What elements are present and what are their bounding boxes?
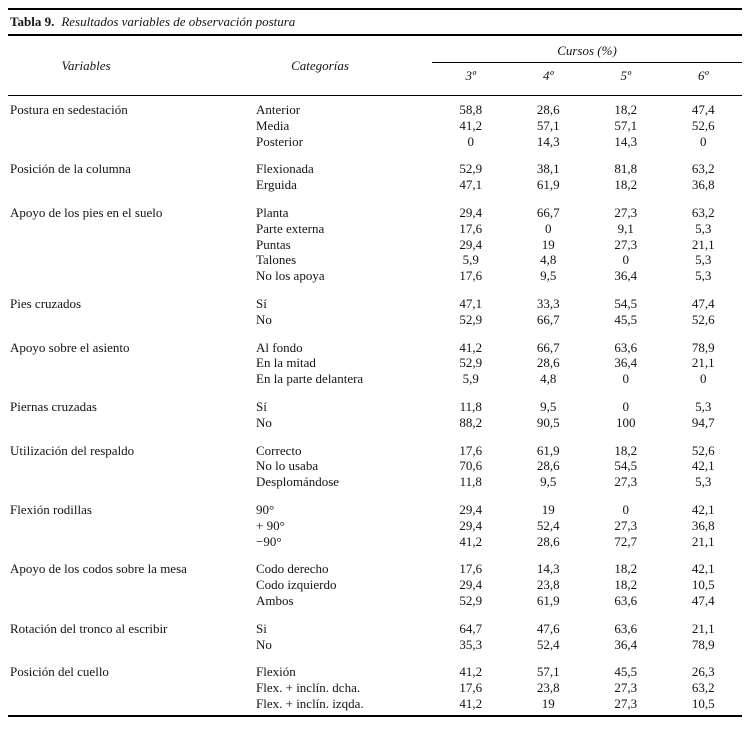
category-cell: Planta — [256, 204, 289, 220]
value-cell: 0 — [467, 133, 474, 149]
table-row — [8, 399, 742, 415]
value-cell: 5,9 — [462, 371, 479, 387]
table-row — [8, 371, 742, 387]
value-cell: 29,4 — [459, 501, 483, 517]
variable-cell: Apoyo sobre el asiento — [10, 339, 130, 355]
course-columns-row — [432, 63, 742, 95]
category-cell: Si — [256, 620, 267, 636]
course-column-header: 5º — [620, 68, 632, 83]
value-cell: 27,3 — [614, 236, 638, 252]
category-cell: Media — [256, 117, 290, 133]
value-cell: 41,2 — [459, 664, 483, 680]
value-cell: 5,3 — [695, 220, 712, 236]
variable-cell: Posición del cuello — [10, 664, 109, 680]
value-cell: 42,1 — [691, 561, 715, 577]
value-cell: 45,5 — [614, 311, 638, 327]
category-cell: Talones — [256, 252, 297, 268]
variable-cell — [8, 221, 254, 237]
variable-group — [8, 443, 742, 490]
value-cell: 21,1 — [691, 533, 715, 549]
value-cell: 52,9 — [459, 592, 483, 608]
category-cell: Flexión — [256, 664, 296, 680]
value-cell: 47,4 — [691, 102, 715, 117]
variable-cell — [8, 371, 254, 387]
value-cell: 41,2 — [459, 695, 483, 711]
category-cell: Flex. + inclín. izqda. — [256, 695, 364, 711]
value-cell: 27,3 — [614, 474, 638, 490]
value-cell: 36,8 — [691, 177, 715, 193]
table-row — [8, 102, 742, 118]
value-cell: 36,4 — [614, 268, 638, 284]
value-cell: 0 — [622, 398, 629, 414]
value-cell: 54,5 — [614, 458, 638, 474]
variable-cell — [8, 252, 254, 268]
category-cell: Al fondo — [256, 339, 303, 355]
value-cell: 0 — [545, 220, 552, 236]
table-row — [8, 621, 742, 637]
value-cell: 63,6 — [614, 592, 638, 608]
variable-cell — [8, 474, 254, 490]
value-cell: 57,1 — [536, 664, 560, 680]
table-row — [8, 534, 742, 550]
variable-cell: Pies cruzados — [10, 295, 82, 311]
value-cell: 11,8 — [459, 398, 482, 414]
value-cell: 19 — [541, 236, 555, 252]
value-cell: 21,1 — [691, 355, 715, 371]
value-cell: 66,7 — [536, 339, 560, 355]
header-courses-group — [432, 36, 742, 95]
course-column-header: 4º — [542, 68, 554, 83]
value-cell: 5,3 — [695, 252, 712, 268]
value-cell: 52,9 — [459, 311, 483, 327]
category-cell: Erguida — [256, 177, 297, 193]
category-cell: En la parte delantera — [256, 371, 364, 387]
table-row — [8, 474, 742, 490]
value-cell: 4,8 — [540, 371, 557, 387]
table-row — [8, 161, 742, 177]
category-cell: 90° — [256, 501, 275, 517]
value-cell: 9,5 — [540, 268, 557, 284]
value-cell: 42,1 — [691, 501, 715, 517]
value-cell: 38,1 — [536, 161, 560, 177]
variable-group — [8, 102, 742, 149]
bottom-rule — [8, 715, 742, 717]
value-cell: 5,9 — [462, 252, 479, 268]
value-cell: 52,9 — [459, 161, 483, 177]
variable-cell — [8, 637, 254, 653]
value-cell: 21,1 — [691, 620, 715, 636]
table-row — [8, 205, 742, 221]
value-cell: 52,6 — [691, 442, 715, 458]
table-row — [8, 502, 742, 518]
table-row — [8, 458, 742, 474]
value-cell: 4,8 — [540, 252, 557, 268]
value-cell: 57,1 — [614, 117, 638, 133]
value-cell: 0 — [622, 252, 629, 268]
value-cell: 14,3 — [614, 133, 638, 149]
table-row — [8, 696, 742, 712]
category-cell: Flex. + inclín. dcha. — [256, 680, 361, 696]
variable-group — [8, 561, 742, 608]
variable-cell — [8, 237, 254, 253]
table-row — [8, 561, 742, 577]
category-cell: Codo izquierdo — [256, 577, 337, 593]
value-cell: 28,6 — [536, 533, 560, 549]
variable-cell: Utilización del respaldo — [10, 442, 135, 458]
variable-group — [8, 205, 742, 284]
value-cell: 33,3 — [536, 295, 560, 311]
value-cell: 27,3 — [614, 204, 638, 220]
value-cell: 14,3 — [536, 133, 560, 149]
value-cell: 52,6 — [691, 117, 715, 133]
category-cell: Flexionada — [256, 161, 314, 177]
table-row — [8, 518, 742, 534]
variable-cell — [8, 534, 254, 550]
category-cell: En la mitad — [256, 355, 316, 371]
table-row — [8, 680, 742, 696]
value-cell: 18,2 — [614, 561, 638, 577]
category-cell: Sí — [256, 398, 267, 414]
table-row — [8, 355, 742, 371]
value-cell: 41,2 — [459, 117, 483, 133]
variable-cell — [8, 415, 254, 431]
value-cell: 17,6 — [459, 220, 483, 236]
value-cell: 17,6 — [459, 680, 483, 696]
table-row — [8, 252, 742, 268]
value-cell: 81,8 — [614, 161, 638, 177]
variable-cell: Postura en sedestación — [10, 102, 128, 117]
value-cell: 18,2 — [614, 102, 638, 117]
category-cell: Ambos — [256, 592, 294, 608]
table-row — [8, 637, 742, 653]
value-cell: 61,9 — [536, 442, 560, 458]
value-cell: 26,3 — [691, 664, 715, 680]
value-cell: 23,8 — [536, 680, 560, 696]
value-cell: 29,4 — [459, 517, 483, 533]
value-cell: 5,3 — [695, 268, 712, 284]
value-cell: 63,2 — [691, 204, 715, 220]
variable-cell: Apoyo de los pies en el suelo — [10, 204, 163, 220]
category-cell: No los apoya — [256, 268, 325, 284]
category-cell: Parte externa — [256, 220, 325, 236]
table-number-label: Tabla 9. — [10, 14, 55, 29]
value-cell: 19 — [541, 501, 555, 517]
value-cell: 19 — [541, 695, 555, 711]
value-cell: 66,7 — [536, 204, 560, 220]
value-cell: 0 — [700, 133, 707, 149]
value-cell: 29,4 — [459, 236, 483, 252]
table-row — [8, 134, 742, 150]
value-cell: 70,6 — [459, 458, 483, 474]
variable-group — [8, 340, 742, 387]
category-cell: Codo derecho — [256, 561, 329, 577]
value-cell: 9,1 — [617, 220, 634, 236]
table-row — [8, 221, 742, 237]
table-row — [8, 312, 742, 328]
table-row — [8, 577, 742, 593]
category-cell: No lo usaba — [256, 458, 319, 474]
value-cell: 28,6 — [536, 102, 560, 117]
value-cell: 41,2 — [459, 533, 483, 549]
variable-cell — [8, 680, 254, 696]
table-row — [8, 443, 742, 459]
variable-cell — [8, 518, 254, 534]
value-cell: 94,7 — [691, 414, 715, 430]
value-cell: 5,3 — [695, 398, 712, 414]
table-row — [8, 177, 742, 193]
variable-group — [8, 399, 742, 431]
value-cell: 5,3 — [695, 474, 712, 490]
variable-group — [8, 502, 742, 549]
value-cell: 52,9 — [459, 355, 483, 371]
variable-cell: Flexión rodillas — [10, 501, 92, 517]
value-cell: 52,6 — [691, 311, 715, 327]
category-cell: No — [256, 414, 272, 430]
category-cell: Sí — [256, 295, 267, 311]
variable-cell — [8, 177, 254, 193]
header-categories: Categorías — [291, 57, 349, 73]
value-cell: 47,4 — [691, 295, 715, 311]
value-cell: 14,3 — [536, 561, 560, 577]
value-cell: 18,2 — [614, 442, 638, 458]
value-cell: 47,1 — [459, 295, 483, 311]
value-cell: 100 — [616, 414, 636, 430]
variable-cell — [8, 458, 254, 474]
course-column-header: 3º — [465, 68, 477, 83]
variable-cell — [8, 593, 254, 609]
value-cell: 58,8 — [459, 102, 483, 117]
value-cell: 29,4 — [459, 204, 483, 220]
value-cell: 47,6 — [536, 620, 560, 636]
variable-cell — [8, 312, 254, 328]
variable-group — [8, 296, 742, 328]
value-cell: 47,1 — [459, 177, 483, 193]
value-cell: 18,2 — [614, 577, 638, 593]
value-cell: 0 — [622, 371, 629, 387]
table-row — [8, 664, 742, 680]
category-cell: Puntas — [256, 236, 291, 252]
value-cell: 63,2 — [691, 161, 715, 177]
value-cell: 21,1 — [691, 236, 715, 252]
value-cell: 11,8 — [459, 474, 482, 490]
variable-group — [8, 621, 742, 653]
value-cell: 28,6 — [536, 355, 560, 371]
table-row — [8, 296, 742, 312]
value-cell: 29,4 — [459, 577, 483, 593]
variable-group — [8, 664, 742, 711]
value-cell: 27,3 — [614, 695, 638, 711]
variable-cell — [8, 118, 254, 134]
category-cell: Posterior — [256, 133, 303, 149]
table-row — [8, 340, 742, 356]
table-body — [8, 96, 742, 715]
value-cell: 35,3 — [459, 636, 483, 652]
variable-cell — [8, 134, 254, 150]
category-cell: + 90° — [256, 517, 285, 533]
value-cell: 54,5 — [614, 295, 638, 311]
value-cell: 9,5 — [540, 398, 557, 414]
category-cell: Desplomándose — [256, 474, 340, 490]
value-cell: 52,4 — [536, 636, 560, 652]
variable-cell: Rotación del tronco al escribir — [10, 620, 168, 636]
value-cell: 17,6 — [459, 442, 483, 458]
value-cell: 28,6 — [536, 458, 560, 474]
category-cell: −90° — [256, 533, 282, 549]
table-caption: Resultados variables de observación postura — [61, 14, 296, 29]
table-row — [8, 268, 742, 284]
value-cell: 0 — [700, 371, 707, 387]
value-cell: 64,7 — [459, 620, 483, 636]
value-cell: 63,2 — [691, 680, 715, 696]
value-cell: 0 — [622, 501, 629, 517]
table-row — [8, 118, 742, 134]
category-cell: No — [256, 311, 272, 327]
value-cell: 78,9 — [691, 339, 715, 355]
table-title — [8, 10, 742, 34]
value-cell: 88,2 — [459, 414, 483, 430]
variable-cell: Apoyo de los codos sobre la mesa — [10, 561, 187, 577]
variable-cell — [8, 355, 254, 371]
value-cell: 90,5 — [536, 414, 560, 430]
variable-group — [8, 161, 742, 193]
value-cell: 63,6 — [614, 339, 638, 355]
header-courses-label: Cursos (%) — [432, 36, 742, 63]
value-cell: 9,5 — [540, 474, 557, 490]
value-cell: 36,4 — [614, 355, 638, 371]
table-header — [8, 36, 742, 95]
value-cell: 63,6 — [614, 620, 638, 636]
value-cell: 17,6 — [459, 268, 483, 284]
category-cell: Anterior — [256, 102, 301, 117]
value-cell: 61,9 — [536, 177, 560, 193]
value-cell: 42,1 — [691, 458, 715, 474]
value-cell: 36,4 — [614, 636, 638, 652]
value-cell: 47,4 — [691, 592, 715, 608]
value-cell: 57,1 — [536, 117, 560, 133]
variable-cell — [8, 268, 254, 284]
value-cell: 72,7 — [614, 533, 638, 549]
value-cell: 18,2 — [614, 177, 638, 193]
variable-cell: Posición de la columna — [10, 161, 131, 177]
value-cell: 27,3 — [614, 680, 638, 696]
course-column-header: 6º — [697, 68, 709, 83]
header-variables: Variables — [61, 57, 111, 73]
value-cell: 36,8 — [691, 517, 715, 533]
table-row — [8, 237, 742, 253]
category-cell: No — [256, 636, 272, 652]
value-cell: 10,5 — [691, 577, 715, 593]
value-cell: 52,4 — [536, 517, 560, 533]
value-cell: 61,9 — [536, 592, 560, 608]
variable-cell — [8, 696, 254, 712]
value-cell: 78,9 — [691, 636, 715, 652]
category-cell: Correcto — [256, 442, 302, 458]
value-cell: 45,5 — [614, 664, 638, 680]
value-cell: 27,3 — [614, 517, 638, 533]
value-cell: 17,6 — [459, 561, 483, 577]
value-cell: 10,5 — [691, 695, 715, 711]
value-cell: 41,2 — [459, 339, 483, 355]
table-row — [8, 593, 742, 609]
value-cell: 66,7 — [536, 311, 560, 327]
variable-cell: Piernas cruzadas — [10, 398, 97, 414]
table-row — [8, 415, 742, 431]
variable-cell — [8, 577, 254, 593]
value-cell: 23,8 — [536, 577, 560, 593]
